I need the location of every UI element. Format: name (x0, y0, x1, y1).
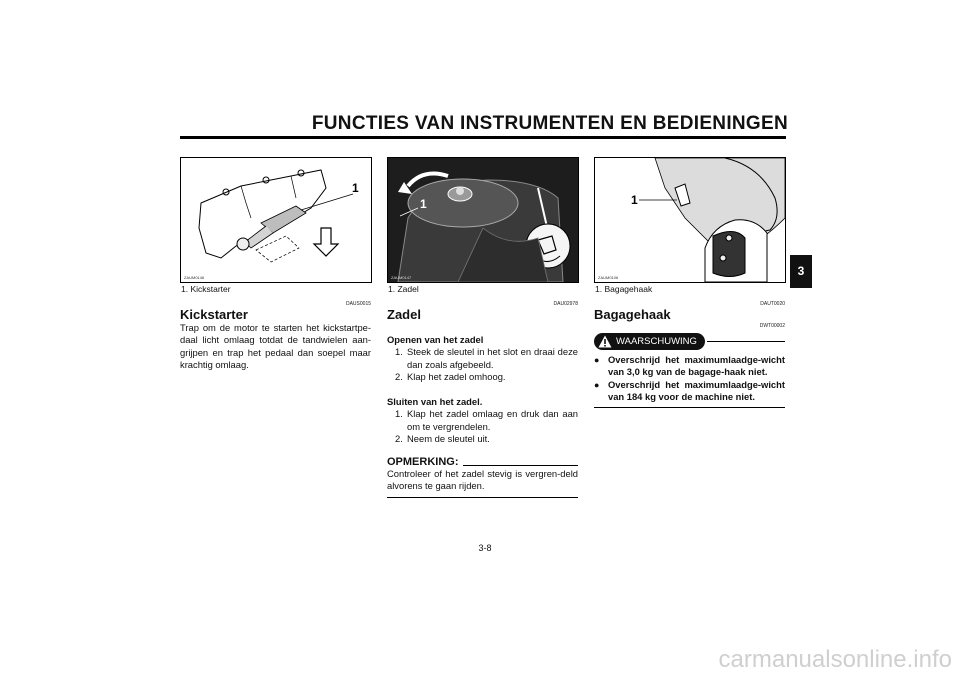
callout-number: 1 (631, 193, 638, 207)
seat-instructions (387, 334, 578, 445)
close-seat-steps (387, 408, 578, 445)
kickstarter-figure (180, 157, 372, 283)
section-body: Trap om de motor te starten het kickstartpe-daal licht omlaag totdat de tandwielen aan-grijpen en trap het pedaal dan soepel maar krachtig omlaag. (180, 322, 371, 370)
figure-code: ZAUM0147 (391, 275, 412, 280)
title-rule (180, 136, 786, 139)
note-box (387, 456, 578, 498)
warning-label: WAARSCHUWING (616, 336, 697, 347)
note-label: OPMERKING: (387, 456, 459, 468)
page-number: 3-8 (478, 543, 492, 553)
watermark: carmanualsonline.info (718, 646, 952, 673)
chapter-tab[interactable]: 3 (790, 255, 812, 288)
list-item: ● Overschrijd het maximumlaadge-wicht van 184 kg voor de machine niet. (594, 378, 785, 402)
section-heading: Kickstarter (180, 307, 248, 322)
warning-list (594, 354, 785, 403)
figure-caption: 1. Bagagehaak (595, 284, 653, 294)
list-item: 1. Klap het zadel omlaag en druk dan aan om te vergrendelen. (395, 408, 578, 432)
callout-number: 1 (420, 197, 427, 211)
list-item: ● Overschrijd het maximumlaadge-wicht van 3,0 kg van de bagage-haak niet. (594, 354, 785, 378)
luggage-hook-illustration (595, 158, 785, 282)
reference-code: DAUS0015 (345, 301, 371, 307)
reference-code: DAU02978 (553, 301, 578, 307)
seat-figure (387, 157, 579, 283)
list-item: 2. Neem de sleutel uit. (395, 433, 490, 445)
open-seat-title: Openen van het zadel (387, 334, 484, 345)
warning-icon (598, 335, 612, 348)
section-heading: Bagagehaak (594, 307, 671, 322)
figure-caption: 1. Zadel (388, 284, 419, 294)
warning-code: DWT00002 (759, 323, 785, 329)
callout-number: 1 (352, 181, 359, 195)
warning-box (594, 333, 785, 408)
figure-code: ZAUM0146 (184, 275, 205, 280)
reference-code: DAUT0020 (760, 301, 785, 307)
luggage-hook-figure (594, 157, 786, 283)
page-title: FUNCTIES VAN INSTRUMENTEN EN BEDIENINGEN (311, 113, 788, 134)
list-item: 1. Steek de sleutel in het slot en draai deze dan zoals afgebeeld. (395, 346, 578, 370)
section-heading: Zadel (387, 307, 421, 322)
note-text: Controleer of het zadel stevig is vergren-deld alvorens te gaan rijden. (387, 468, 578, 492)
figure-code: ZAUM0106 (598, 275, 619, 280)
list-item: 2. Klap het zadel omhoog. (395, 370, 506, 382)
seat-illustration (388, 158, 578, 282)
open-seat-steps (387, 346, 578, 383)
warning-badge (594, 333, 705, 350)
kickstarter-illustration (181, 158, 371, 282)
close-seat-title: Sluiten van het zadel. (387, 396, 483, 408)
figure-caption: 1. Kickstarter (181, 284, 231, 294)
